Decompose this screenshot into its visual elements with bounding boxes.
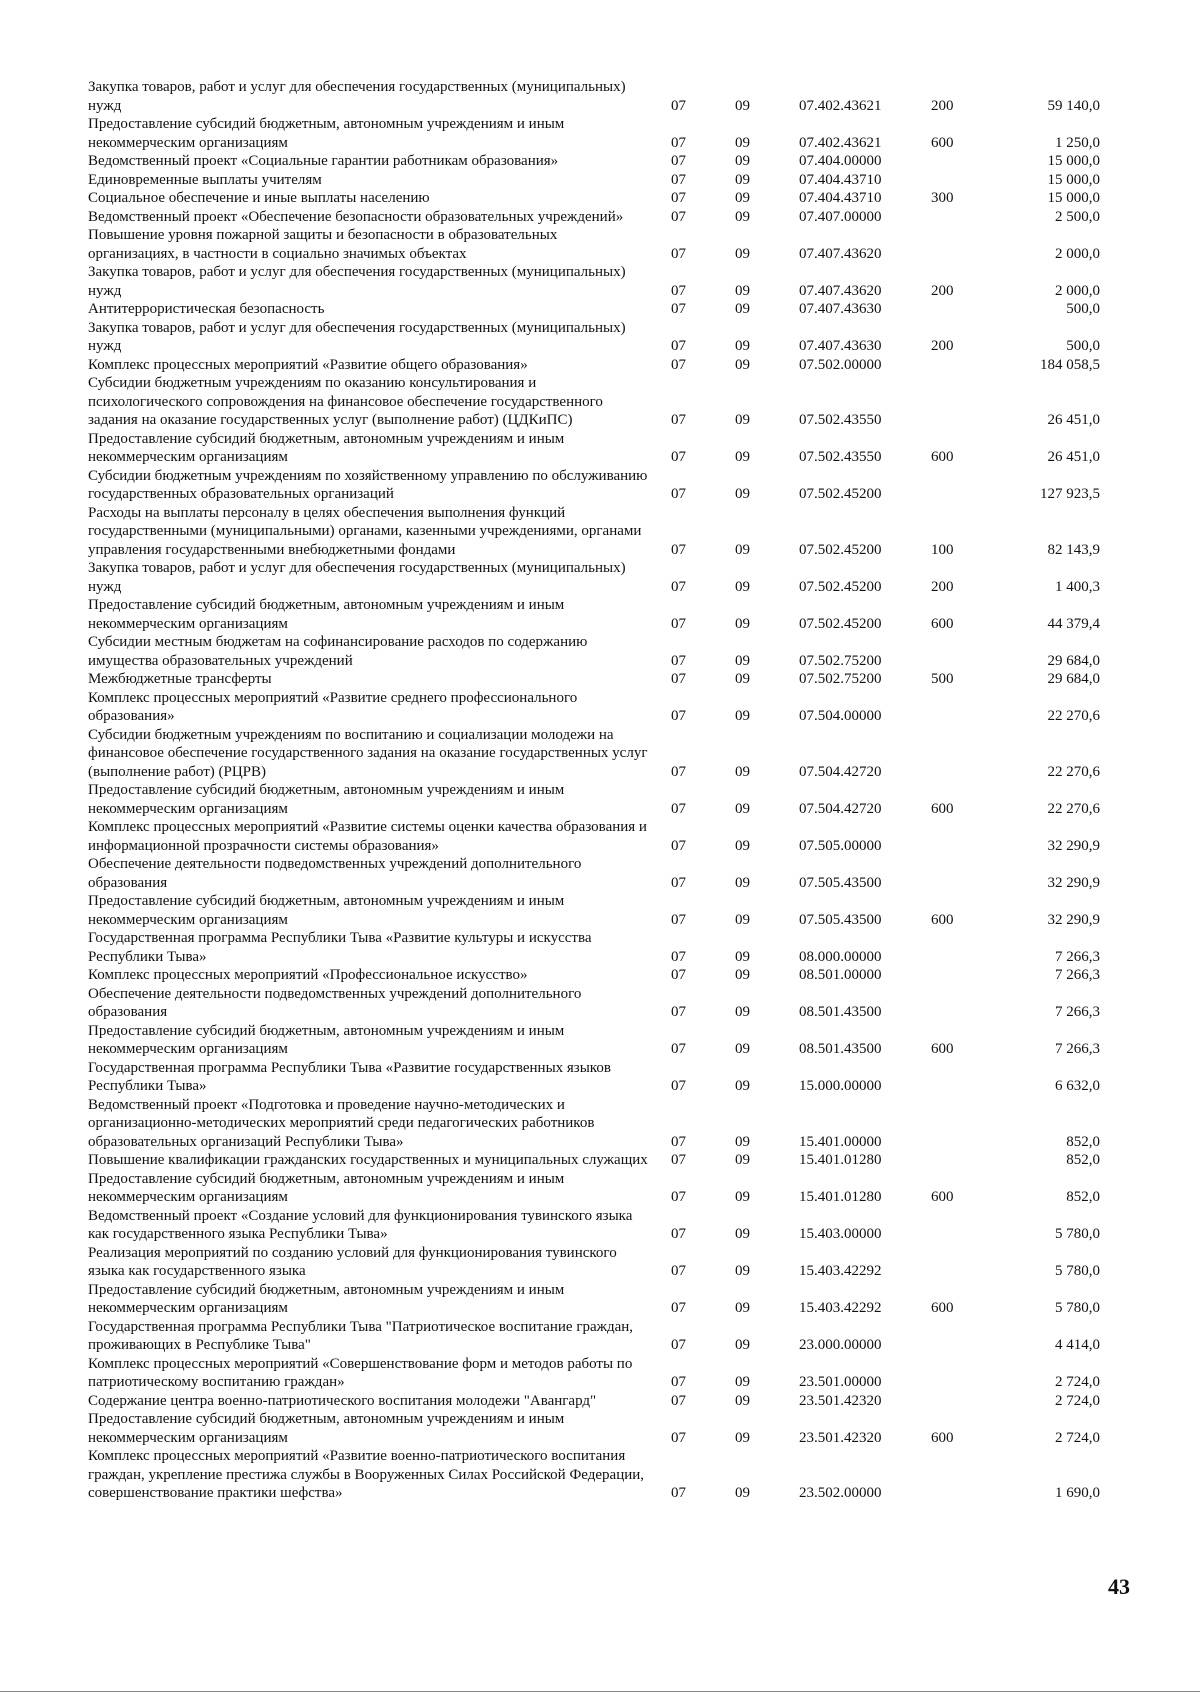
row-subsection-code: 09 bbox=[735, 190, 750, 206]
table-row bbox=[88, 467, 1100, 504]
row-target-article: 07.505.43500 bbox=[799, 911, 882, 928]
row-subsection-code: 09 bbox=[735, 615, 750, 632]
row-subsection-code: 09 bbox=[735, 874, 750, 891]
row-target-article: 07.502.00000 bbox=[799, 356, 882, 373]
row-description: Государственная программа Республики Тыва "Патриотическое воспитание граждан, проживающих в Республике Тыва" bbox=[88, 1318, 634, 1353]
row-subsection-code: 09 bbox=[735, 153, 750, 169]
row-description: Обеспечение деятельности подведомственных учреждений дополнительного образования bbox=[88, 856, 582, 891]
table-row bbox=[88, 1207, 1100, 1244]
row-amount: 7 266,3 bbox=[1055, 967, 1100, 983]
row-amount: 127 923,5 bbox=[1040, 486, 1100, 502]
row-description: Предоставление субсидий бюджетным, автономным учреждениям и иным некоммерческим организациям bbox=[88, 782, 565, 817]
row-target-article: 07.502.45200 bbox=[799, 486, 882, 502]
row-section-code: 07 bbox=[671, 1226, 686, 1242]
row-section-code: 07 bbox=[671, 1300, 686, 1316]
row-subsection-code: 09 bbox=[735, 1041, 750, 1057]
row-section-code: 07 bbox=[671, 97, 686, 114]
row-target-article: 07.404.43710 bbox=[799, 190, 882, 206]
row-expense-type: 200 bbox=[931, 282, 954, 299]
table-row bbox=[88, 171, 1100, 190]
row-target-article: 07.407.43630 bbox=[799, 338, 882, 354]
row-subsection-code: 09 bbox=[735, 911, 750, 928]
table-row bbox=[88, 1392, 1100, 1411]
row-target-article: 07.502.45200 bbox=[799, 541, 882, 558]
row-description: Субсидии местным бюджетам на софинансирование расходов по содержанию имущества образовательных учреждений bbox=[88, 634, 588, 669]
row-section-code: 07 bbox=[671, 763, 686, 780]
table-row bbox=[88, 670, 1100, 689]
row-expense-type: 600 bbox=[931, 1189, 954, 1205]
row-amount: 26 451,0 bbox=[1047, 412, 1100, 428]
row-subsection-code: 09 bbox=[735, 1337, 750, 1353]
row-target-article: 08.501.00000 bbox=[799, 967, 882, 983]
row-subsection-code: 09 bbox=[735, 1133, 750, 1150]
row-description: Закупка товаров, работ и услуг для обеспечения государственных (муниципальных) нужд bbox=[88, 79, 626, 114]
table-row bbox=[88, 152, 1100, 171]
row-section-code: 07 bbox=[671, 1263, 686, 1279]
row-section-code: 07 bbox=[671, 948, 686, 965]
row-subsection-code: 09 bbox=[735, 356, 750, 373]
row-expense-type: 200 bbox=[931, 578, 954, 595]
row-description: Закупка товаров, работ и услуг для обеспечения государственных (муниципальных) нужд bbox=[88, 319, 626, 354]
row-amount: 32 290,9 bbox=[1047, 911, 1100, 928]
table-row bbox=[88, 430, 1100, 467]
row-section-code: 07 bbox=[671, 1152, 686, 1168]
row-target-article: 07.502.43550 bbox=[799, 449, 882, 465]
row-subsection-code: 09 bbox=[735, 708, 750, 724]
table-row bbox=[88, 633, 1100, 670]
row-subsection-code: 09 bbox=[735, 541, 750, 558]
row-target-article: 07.407.00000 bbox=[799, 208, 882, 225]
row-expense-type: 600 bbox=[931, 134, 954, 151]
row-expense-type: 600 bbox=[931, 1300, 954, 1316]
row-subsection-code: 09 bbox=[735, 1485, 750, 1501]
row-description: Субсидии бюджетным учреждениям по воспитанию и социализации молодежи на финансовое обеспечение государственного задания на оказание государственных услуг (выполнение работ) (РЦРВ) bbox=[88, 726, 648, 780]
row-target-article: 07.407.43620 bbox=[799, 245, 882, 262]
row-amount: 1 690,0 bbox=[1055, 1485, 1100, 1501]
table-row bbox=[88, 319, 1100, 356]
row-section-code: 07 bbox=[671, 412, 686, 428]
row-target-article: 15.401.00000 bbox=[799, 1133, 882, 1150]
row-section-code: 07 bbox=[671, 449, 686, 465]
row-description: Повышение уровня пожарной защиты и безопасности в образовательных организациях, в частности в социально значимых объектах bbox=[88, 227, 558, 262]
row-amount: 5 780,0 bbox=[1055, 1263, 1100, 1279]
row-target-article: 07.402.43621 bbox=[799, 97, 882, 114]
row-subsection-code: 09 bbox=[735, 282, 750, 299]
row-target-article: 07.504.42720 bbox=[799, 763, 882, 780]
row-target-article: 15.403.42292 bbox=[799, 1263, 882, 1279]
row-subsection-code: 09 bbox=[735, 1152, 750, 1168]
row-section-code: 07 bbox=[671, 171, 686, 188]
row-expense-type: 300 bbox=[931, 190, 954, 206]
row-amount: 6 632,0 bbox=[1055, 1078, 1100, 1094]
row-description: Антитеррористическая безопасность bbox=[88, 301, 325, 317]
row-description: Предоставление субсидий бюджетным, автономным учреждениям и иным некоммерческим организациям bbox=[88, 1281, 565, 1316]
row-subsection-code: 09 bbox=[735, 449, 750, 465]
row-description: Единовременные выплаты учителям bbox=[88, 171, 322, 188]
row-target-article: 07.502.45200 bbox=[799, 578, 882, 595]
row-section-code: 07 bbox=[671, 1392, 686, 1409]
row-amount: 29 684,0 bbox=[1047, 671, 1100, 687]
row-description: Содержание центра военно-патриотического воспитания молодежи "Авангард" bbox=[88, 1392, 597, 1409]
table-row bbox=[88, 929, 1100, 966]
row-description: Комплекс процессных мероприятий «Совершенствование форм и методов работы по патриотическому воспитанию граждан» bbox=[88, 1355, 633, 1390]
row-expense-type: 100 bbox=[931, 541, 954, 558]
row-amount: 1 250,0 bbox=[1055, 134, 1100, 151]
row-section-code: 07 bbox=[671, 837, 686, 854]
row-subsection-code: 09 bbox=[735, 1429, 750, 1446]
row-target-article: 07.505.43500 bbox=[799, 874, 882, 891]
row-target-article: 07.404.43710 bbox=[799, 171, 882, 188]
row-amount: 852,0 bbox=[1066, 1133, 1100, 1150]
table-row bbox=[88, 1410, 1100, 1447]
row-description: Социальное обеспечение и иные выплаты населению bbox=[88, 190, 430, 206]
table-row bbox=[88, 1096, 1100, 1152]
table-row bbox=[88, 892, 1100, 929]
row-target-article: 07.404.00000 bbox=[799, 153, 882, 169]
row-target-article: 07.502.45200 bbox=[799, 615, 882, 632]
table-row bbox=[88, 1244, 1100, 1281]
table-row bbox=[88, 1281, 1100, 1318]
table-row bbox=[88, 818, 1100, 855]
row-section-code: 07 bbox=[671, 671, 686, 687]
row-description: Комплекс процессных мероприятий «Развитие военно-патриотического воспитания граждан, укрепление престижа службы в Вооруженных Силах Российской Федерации, совершенствование практики шефства» bbox=[88, 1448, 645, 1501]
table-row bbox=[88, 208, 1100, 227]
row-section-code: 07 bbox=[671, 1189, 686, 1205]
table-row bbox=[88, 374, 1100, 430]
row-target-article: 23.501.00000 bbox=[799, 1374, 882, 1390]
row-amount: 15 000,0 bbox=[1047, 153, 1100, 169]
row-target-article: 08.000.00000 bbox=[799, 948, 882, 965]
row-section-code: 07 bbox=[671, 486, 686, 502]
row-amount: 2 724,0 bbox=[1055, 1429, 1100, 1446]
row-amount: 7 266,3 bbox=[1055, 948, 1100, 965]
row-description: Обеспечение деятельности подведомственных учреждений дополнительного образования bbox=[88, 985, 582, 1020]
row-subsection-code: 09 bbox=[735, 671, 750, 687]
row-amount: 2 724,0 bbox=[1055, 1392, 1100, 1409]
row-expense-type: 200 bbox=[931, 97, 954, 114]
row-subsection-code: 09 bbox=[735, 171, 750, 188]
row-description: Комплекс процессных мероприятий «Развитие системы оценки качества образования и информационной прозрачности системы образования» bbox=[88, 819, 647, 854]
row-amount: 44 379,4 bbox=[1047, 615, 1100, 632]
row-amount: 4 414,0 bbox=[1055, 1337, 1100, 1353]
row-section-code: 07 bbox=[671, 1078, 686, 1094]
table-row bbox=[88, 115, 1100, 152]
row-amount: 22 270,6 bbox=[1047, 708, 1100, 724]
row-target-article: 23.501.42320 bbox=[799, 1392, 882, 1409]
row-subsection-code: 09 bbox=[735, 1189, 750, 1205]
row-section-code: 07 bbox=[671, 338, 686, 354]
table-row bbox=[88, 855, 1100, 892]
row-subsection-code: 09 bbox=[735, 763, 750, 780]
table-row bbox=[88, 985, 1100, 1022]
row-amount: 7 266,3 bbox=[1055, 1004, 1100, 1020]
row-description: Предоставление субсидий бюджетным, автономным учреждениям и иным некоммерческим организациям bbox=[88, 116, 565, 151]
row-amount: 22 270,6 bbox=[1047, 800, 1100, 817]
row-description: Субсидии бюджетным учреждениям по оказанию консультирования и психологического сопровождения на финансовое обеспечение государственного задания на оказание государственных услуг (выполнение работ) (ЦДКиПС) bbox=[88, 375, 603, 428]
row-description: Межбюджетные трансферты bbox=[88, 671, 272, 687]
row-description: Предоставление субсидий бюджетным, автономным учреждениям и иным некоммерческим организациям bbox=[88, 893, 565, 928]
row-target-article: 07.505.00000 bbox=[799, 837, 882, 854]
row-section-code: 07 bbox=[671, 541, 686, 558]
row-subsection-code: 09 bbox=[735, 837, 750, 854]
table-row bbox=[88, 1318, 1100, 1355]
row-subsection-code: 09 bbox=[735, 1300, 750, 1316]
row-section-code: 07 bbox=[671, 615, 686, 632]
row-target-article: 07.407.43630 bbox=[799, 301, 882, 317]
row-target-article: 07.504.00000 bbox=[799, 708, 882, 724]
table-row bbox=[88, 1059, 1100, 1096]
row-subsection-code: 09 bbox=[735, 245, 750, 262]
row-section-code: 07 bbox=[671, 1429, 686, 1446]
row-section-code: 07 bbox=[671, 652, 686, 669]
row-section-code: 07 bbox=[671, 190, 686, 206]
row-amount: 59 140,0 bbox=[1047, 97, 1100, 114]
row-section-code: 07 bbox=[671, 245, 686, 262]
row-section-code: 07 bbox=[671, 153, 686, 169]
row-section-code: 07 bbox=[671, 708, 686, 724]
table-row bbox=[88, 781, 1100, 818]
row-description: Ведомственный проект «Создание условий для функционирования тувинского языка как государственного языка Республики Тыва» bbox=[88, 1207, 633, 1242]
row-section-code: 07 bbox=[671, 967, 686, 983]
row-section-code: 07 bbox=[671, 134, 686, 151]
row-subsection-code: 09 bbox=[735, 486, 750, 502]
row-target-article: 07.402.43621 bbox=[799, 134, 882, 151]
row-section-code: 07 bbox=[671, 1337, 686, 1353]
table-row bbox=[88, 559, 1100, 596]
row-target-article: 07.502.75200 bbox=[799, 652, 882, 669]
row-target-article: 07.407.43620 bbox=[799, 282, 882, 299]
table-row bbox=[88, 1170, 1100, 1207]
row-expense-type: 500 bbox=[931, 671, 954, 687]
row-amount: 26 451,0 bbox=[1047, 449, 1100, 465]
table-row bbox=[88, 1447, 1100, 1503]
bottom-rule bbox=[0, 1691, 1200, 1692]
table-row bbox=[88, 689, 1100, 726]
row-amount: 5 780,0 bbox=[1055, 1300, 1100, 1316]
row-amount: 852,0 bbox=[1066, 1152, 1100, 1168]
row-subsection-code: 09 bbox=[735, 208, 750, 225]
row-target-article: 15.000.00000 bbox=[799, 1078, 882, 1094]
row-target-article: 07.502.43550 bbox=[799, 412, 882, 428]
row-description: Предоставление субсидий бюджетным, автономным учреждениям и иным некоммерческим организациям bbox=[88, 1170, 565, 1205]
row-amount: 852,0 bbox=[1066, 1189, 1100, 1205]
row-description: Ведомственный проект «Социальные гарантии работникам образования» bbox=[88, 153, 559, 169]
row-amount: 15 000,0 bbox=[1047, 171, 1100, 188]
row-section-code: 07 bbox=[671, 1041, 686, 1057]
row-section-code: 07 bbox=[671, 282, 686, 299]
row-target-article: 15.403.00000 bbox=[799, 1226, 882, 1242]
table-row bbox=[88, 1151, 1100, 1170]
row-description: Комплекс процессных мероприятий «Развитие среднего профессионального образования» bbox=[88, 689, 578, 724]
row-subsection-code: 09 bbox=[735, 1226, 750, 1242]
row-description: Субсидии бюджетным учреждениям по хозяйственному управлению по обслуживанию государственных образовательных организаций bbox=[88, 467, 648, 502]
row-description: Закупка товаров, работ и услуг для обеспечения государственных (муниципальных) нужд bbox=[88, 264, 626, 299]
row-expense-type: 600 bbox=[931, 800, 954, 817]
row-description: Государственная программа Республики Тыва «Развитие государственных языков Республики Тыва» bbox=[88, 1059, 611, 1094]
row-description: Ведомственный проект «Обеспечение безопасности образовательных учреждений» bbox=[88, 208, 624, 225]
row-amount: 5 780,0 bbox=[1055, 1226, 1100, 1242]
row-description: Повышение квалификации гражданских государственных и муниципальных служащих bbox=[88, 1152, 648, 1168]
row-description: Расходы на выплаты персоналу в целях обеспечения выполнения функций государственными (муниципальными) органами, казенными учреждениями, органами управления государственными внебюджетными фондами bbox=[88, 504, 642, 558]
row-section-code: 07 bbox=[671, 301, 686, 317]
row-section-code: 07 bbox=[671, 800, 686, 817]
table-row bbox=[88, 504, 1100, 560]
row-amount: 2 000,0 bbox=[1055, 282, 1100, 299]
row-expense-type: 600 bbox=[931, 911, 954, 928]
row-subsection-code: 09 bbox=[735, 338, 750, 354]
row-description: Комплекс процессных мероприятий «Развитие общего образования» bbox=[88, 356, 528, 373]
row-subsection-code: 09 bbox=[735, 967, 750, 983]
row-section-code: 07 bbox=[671, 874, 686, 891]
row-target-article: 15.403.42292 bbox=[799, 1300, 882, 1316]
row-expense-type: 600 bbox=[931, 1429, 954, 1446]
row-subsection-code: 09 bbox=[735, 1078, 750, 1094]
row-amount: 32 290,9 bbox=[1047, 874, 1100, 891]
table-row bbox=[88, 78, 1100, 115]
row-section-code: 07 bbox=[671, 1485, 686, 1501]
table-row bbox=[88, 263, 1100, 300]
row-description: Предоставление субсидий бюджетным, автономным учреждениям и иным некоммерческим организациям bbox=[88, 1411, 565, 1446]
row-description: Ведомственный проект «Подготовка и проведение научно-методических и организационно-методических мероприятий среди педагогических работников образовательных организаций Республики Тыва» bbox=[88, 1096, 595, 1150]
row-amount: 2 000,0 bbox=[1055, 245, 1100, 262]
row-description: Предоставление субсидий бюджетным, автономным учреждениям и иным некоммерческим организациям bbox=[88, 597, 565, 632]
row-section-code: 07 bbox=[671, 1133, 686, 1150]
table-row bbox=[88, 726, 1100, 782]
row-description: Закупка товаров, работ и услуг для обеспечения государственных (муниципальных) нужд bbox=[88, 560, 626, 595]
row-section-code: 07 bbox=[671, 911, 686, 928]
row-description: Предоставление субсидий бюджетным, автономным учреждениям и иным некоммерческим организациям bbox=[88, 430, 565, 465]
row-section-code: 07 bbox=[671, 1374, 686, 1390]
row-section-code: 07 bbox=[671, 356, 686, 373]
row-subsection-code: 09 bbox=[735, 948, 750, 965]
row-target-article: 15.401.01280 bbox=[799, 1152, 882, 1168]
row-section-code: 07 bbox=[671, 578, 686, 595]
table-row bbox=[88, 1022, 1100, 1059]
row-description: Комплекс процессных мероприятий «Профессиональное искусство» bbox=[88, 967, 528, 983]
table-row bbox=[88, 966, 1100, 985]
row-target-article: 07.502.75200 bbox=[799, 671, 882, 687]
row-amount: 22 270,6 bbox=[1047, 763, 1100, 780]
row-subsection-code: 09 bbox=[735, 1392, 750, 1409]
row-section-code: 07 bbox=[671, 208, 686, 225]
row-subsection-code: 09 bbox=[735, 1374, 750, 1390]
row-subsection-code: 09 bbox=[735, 1263, 750, 1279]
budget-table bbox=[88, 78, 1100, 1503]
table-row bbox=[88, 189, 1100, 208]
row-target-article: 23.000.00000 bbox=[799, 1337, 882, 1353]
row-section-code: 07 bbox=[671, 1004, 686, 1020]
row-amount: 1 400,3 bbox=[1055, 578, 1100, 595]
row-subsection-code: 09 bbox=[735, 301, 750, 317]
row-amount: 29 684,0 bbox=[1047, 652, 1100, 669]
row-target-article: 08.501.43500 bbox=[799, 1041, 882, 1057]
row-amount: 500,0 bbox=[1066, 338, 1100, 354]
row-amount: 2 724,0 bbox=[1055, 1374, 1100, 1390]
row-amount: 184 058,5 bbox=[1040, 356, 1100, 373]
row-description: Государственная программа Республики Тыва «Развитие культуры и искусства Республики Тыва» bbox=[88, 930, 592, 965]
table-row bbox=[88, 596, 1100, 633]
row-target-article: 07.504.42720 bbox=[799, 800, 882, 817]
page-number: 43 bbox=[1108, 1574, 1130, 1599]
row-amount: 7 266,3 bbox=[1055, 1041, 1100, 1057]
row-description: Реализация мероприятий по созданию условий для функционирования тувинского языка как государственного языка bbox=[88, 1244, 617, 1279]
row-subsection-code: 09 bbox=[735, 578, 750, 595]
row-expense-type: 600 bbox=[931, 449, 954, 465]
row-subsection-code: 09 bbox=[735, 800, 750, 817]
table-row bbox=[88, 1355, 1100, 1392]
table-row bbox=[88, 226, 1100, 263]
row-subsection-code: 09 bbox=[735, 412, 750, 428]
row-subsection-code: 09 bbox=[735, 652, 750, 669]
row-expense-type: 600 bbox=[931, 615, 954, 632]
row-description: Предоставление субсидий бюджетным, автономным учреждениям и иным некоммерческим организациям bbox=[88, 1022, 565, 1057]
row-subsection-code: 09 bbox=[735, 1004, 750, 1020]
row-target-article: 23.501.42320 bbox=[799, 1429, 882, 1446]
row-target-article: 23.502.00000 bbox=[799, 1485, 882, 1501]
row-amount: 32 290,9 bbox=[1047, 837, 1100, 854]
table-row bbox=[88, 300, 1100, 319]
row-amount: 15 000,0 bbox=[1047, 190, 1100, 206]
row-expense-type: 200 bbox=[931, 338, 954, 354]
row-amount: 82 143,9 bbox=[1047, 541, 1100, 558]
row-amount: 500,0 bbox=[1066, 301, 1100, 317]
row-amount: 2 500,0 bbox=[1055, 208, 1100, 225]
row-target-article: 08.501.43500 bbox=[799, 1004, 882, 1020]
table-row bbox=[88, 356, 1100, 375]
row-subsection-code: 09 bbox=[735, 97, 750, 114]
row-target-article: 15.401.01280 bbox=[799, 1189, 882, 1205]
row-subsection-code: 09 bbox=[735, 134, 750, 151]
row-expense-type: 600 bbox=[931, 1041, 954, 1057]
